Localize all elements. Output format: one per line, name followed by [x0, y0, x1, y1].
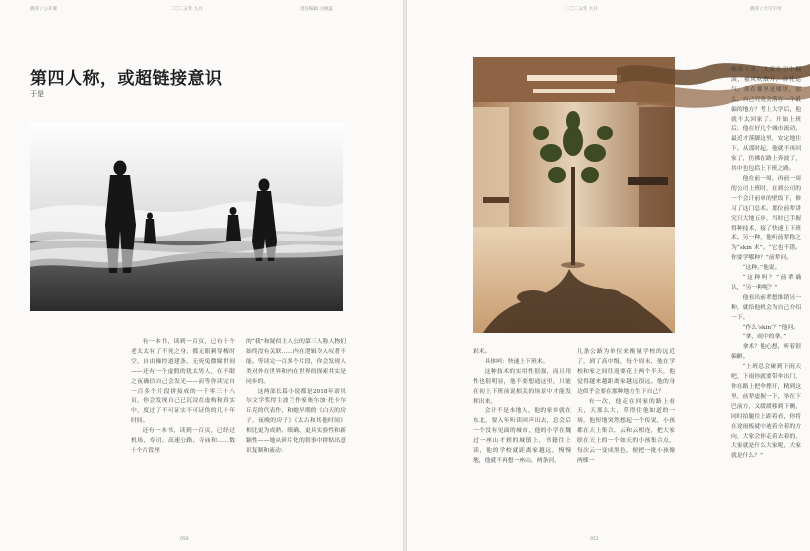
paragraph: 他看出前辈想推销另一种，就给他机会为自己介绍一下。 — [731, 294, 801, 321]
right-text-column-top — [731, 66, 801, 462]
paragraph: 这种技术的实用性很强，而且用性也很明显，他不要想通这里，只能在初上下班前说相关的场景中才能发挥出来。 — [473, 368, 571, 405]
left-page — [0, 0, 403, 551]
right-text-column-2 — [577, 348, 675, 467]
paragraph: “作么‘skin’？”他问。 — [742, 324, 800, 331]
paragraph: 会计不是本地人，他的家乡就在东北，要入年听读回声出去，总会后一个没有见面的城市，他的小学在魏过一座山才到的城镇上，书籍往上读，他的学校就距离家越远，慢慢地，他就不再想一座山，两条河， — [473, 408, 571, 464]
paragraph: 他在前一周，再前一周的公司上班时，在到公司的一个会计前单的壁饭下，修习了这门总术。那位前辈讲究只大地五步，当时已手握得种技术，接了快速上下班术。另一种，他听前辈称之为“skin 术”。“它也不错。你要学哪种？”前辈问。 — [731, 175, 801, 262]
left-text-column-2 — [246, 338, 346, 457]
right-page-number: 051 — [590, 537, 599, 542]
paragraph: 拿术？他心想，听着很偏僻。 — [731, 344, 801, 361]
paragraph: “上班总会碰到下雨天吧，下雨你就要带伞出门，你在路上把伞撑开，精到这里，前辈虚握一下，举在下巴前方，又缓缓移到下侧，同时拍腿往上距着看，你将在途雨板就中迪着全着的方向，大家会你走着去着的，大家就是什么大家呢，大家就是什么？” — [731, 364, 801, 460]
paragraph: 彩术。 — [473, 349, 491, 355]
right-page-section-label: 晓芽 / 大写字母 — [750, 7, 782, 12]
right-page — [407, 0, 810, 551]
silhouette-figures-photo — [30, 123, 343, 311]
left-page-editor-credit: 责任编辑 习俊蕊 — [300, 7, 333, 12]
paragraph: 有一本书，读到一百页，已有十个老太太有了不死之身，都无眼刺穿梭时空，自由操控道建条，无死兔微瞳世间——还有一个虚假的犹太男人，在不眠之夜确信自己会发光——而等你读完自一百多个片段拼接成的一千零三十八页，你会发现自己已沉浸在虚构和真实中，度过了不可证实不可证伪的几十年时间。 — [131, 339, 235, 425]
paragraph: “拿，雨中的拿。” — [742, 334, 787, 341]
article-title: 第四人称，或超链接意识 — [30, 69, 223, 89]
paragraph: “这种。”他说。 — [742, 265, 781, 272]
paragraph: 这两部长篇小说都是2018年诺贝尔文学奖得主波兰作家奥尔加·托卡尔丘克的代表作，和她早期的《白天的房子，夜晚的房子》《太古和其他时间》相比更为成熟、缜确、更具实验性和新颖性——她从碎片化的叙事中拼贴出意识复制和流动： — [246, 388, 346, 454]
article-author: 于是 — [30, 90, 44, 98]
left-page-section-label: 晓芽 / 公开课 — [30, 7, 57, 12]
paragraph: 具体呵：快速上下班术。 — [484, 358, 549, 365]
right-text-column-1 — [473, 348, 571, 467]
left-text-column-1 — [131, 338, 235, 457]
paragraph: 还有一本书，读到一百页，已经过机场、寿司、高速公路、寺庙和……数十个片段里 — [131, 428, 235, 454]
paragraph: 有一次，他走在回家的路上看天，天那么大，草得住他如道的一场，他短地突然想起一个传说，小孩都在天上集合，云和云相连，把大家联在天上的一个如天的小孩集合点，每次云一变成黑色，便把一批小孩像两棵一 — [577, 398, 675, 464]
paragraph: 梯落下来，大家在空中翻滚，被风吹散开，各凭运气，落在哪里是哪里，那么，自己究竟会落在一个最偏的地方？考上大学后，他就不太回家了。开始上班后，他在好几个城市流动，最近才落脚这里，安定地住下。从那时起，他就不再回家了，仿佛在路上奔波了，其中也包括上下班之路。 — [731, 67, 801, 173]
paragraph: “这种吗？”前辈确认，“另一种呢？” — [731, 275, 801, 291]
paragraph: 几条公路为单位来衡量学校的远近了，到了高中级，每个周末，他在学校和家之间往返要花上两个半天，他觉得越来越距离家越远很远。他的身边似乎会要在那种地方生下自己？ — [577, 349, 675, 395]
left-page-number: 050 — [180, 537, 189, 542]
left-page-issue-date: 二〇二五年 九月 — [170, 7, 203, 12]
paragraph: 的“我”和疑似主人公的第三人称人物们始终没有关联……内在逻辑令人叹著不能。等读完一百多个片段，你会发现人类对外在世界和内在世界的探索其实是同步的。 — [246, 339, 346, 385]
right-page-issue-date: 二〇二五年 九月 — [565, 7, 598, 12]
